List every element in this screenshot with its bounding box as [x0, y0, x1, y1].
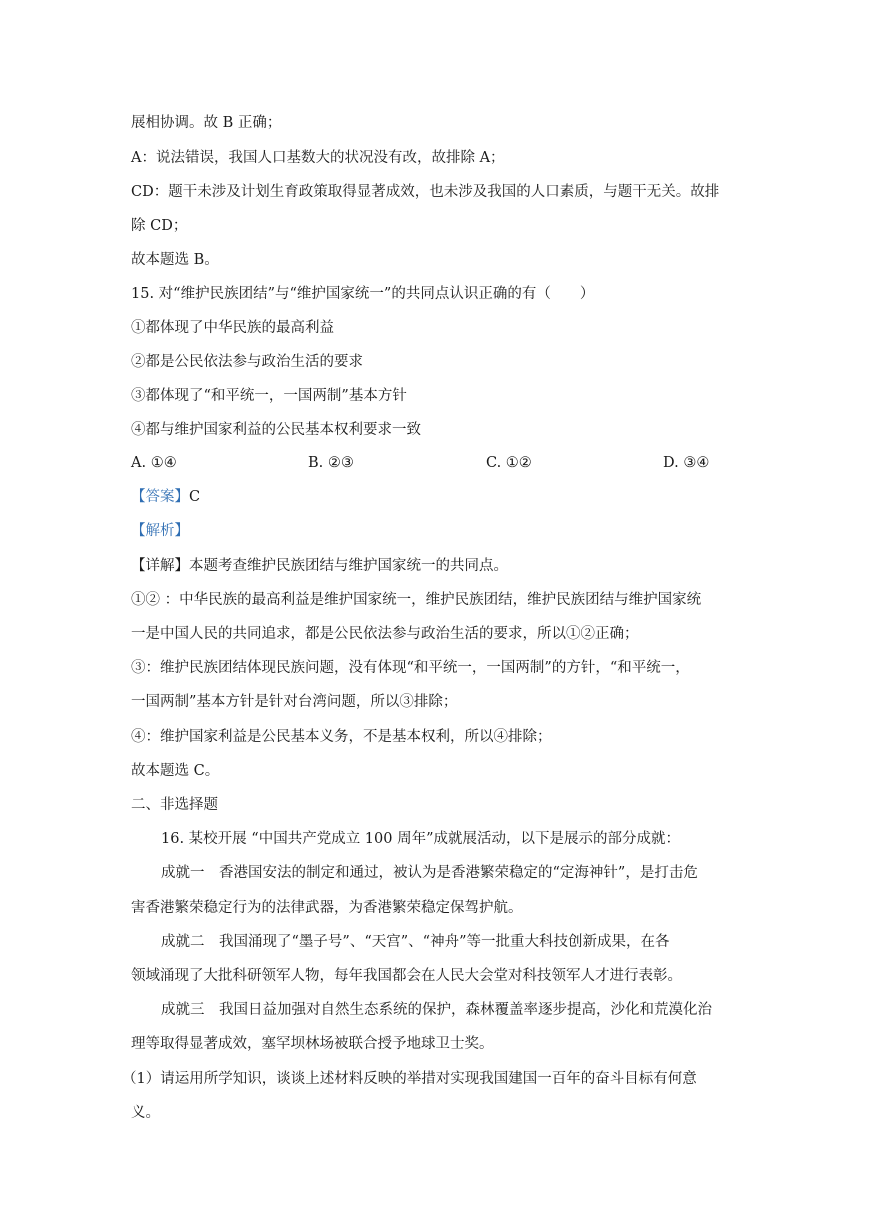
statement-3: ③都体现了“和平统一，一国两制”基本方针: [131, 388, 407, 404]
achievement-text: 领域涌现了大批科研领军人物，每年我国都会在人民大会堂对科技领军人才进行表彰。: [131, 968, 682, 984]
detail-text: 一是中国人民的共同追求，都是公民依法参与政治生活的要求，所以①②正确；: [131, 626, 639, 642]
sub-question-1: （1）请运用所学知识，谈谈上述材料反映的举措对实现我国建国一百年的奋斗目标有何意: [122, 1071, 697, 1087]
answer-value: C: [189, 489, 201, 505]
question-15-stem: 15. 对“维护民族团结”与“维护国家统一”的共同点认识正确的有（ ）: [131, 286, 595, 302]
answer-tag: 【答案】: [131, 489, 189, 505]
analysis-line: [131, 521, 189, 541]
text-line: 除 CD；: [131, 218, 188, 234]
text-line: A：说法错误，我国人口基数大的状况没有改，故排除 A；: [131, 150, 505, 166]
achievement-text: 理等取得显著成效，塞罕坝林场被联合授予地球卫士奖。: [131, 1036, 494, 1052]
option-a: A. ①④: [131, 455, 177, 471]
analysis-tag: 【解析】: [131, 523, 189, 539]
sub-question-1: 义。: [131, 1105, 160, 1121]
option-c: C. ①②: [486, 455, 532, 471]
statement-1: ①都体现了中华民族的最高利益: [131, 320, 334, 336]
detail-line: [131, 556, 508, 576]
text-line: 故本题选 B。: [131, 252, 219, 268]
option-b: B. ②③: [308, 455, 354, 471]
detail-text: ④：维护国家利益是公民基本义务，不是基本权利，所以④排除；: [131, 729, 552, 745]
detail-intro: 本题考查维护民族团结与维护国家统一的共同点。: [189, 558, 508, 574]
detail-text: ①② ：中华民族的最高利益是维护国家统一，维护民族团结，维护民族团结与维护国家统: [131, 592, 702, 608]
option-d: D. ③④: [663, 455, 710, 471]
detail-tag: 【详解】: [131, 558, 189, 574]
section-heading: 二、非选择题: [131, 797, 218, 813]
text-line: 展相协调。故 B 正确；: [131, 115, 282, 131]
statement-2: ②都是公民依法参与政治生活的要求: [131, 354, 363, 370]
statement-4: ④都与维护国家利益的公民基本权利要求一致: [131, 422, 421, 438]
achievement-text: 成就三 我国日益加强对自然生态系统的保护，森林覆盖率逐步提高，沙化和荒漠化治: [161, 1002, 712, 1018]
text-line: CD：题干未涉及计划生育政策取得显著成效，也未涉及我国的人口素质，与题干无关。故排: [131, 184, 720, 200]
detail-text: 一国两制”基本方针是针对台湾问题，所以③排除；: [131, 694, 458, 710]
achievement-text: 害香港繁荣稳定行为的法律武器，为香港繁荣稳定保驾护航。: [131, 900, 523, 916]
achievement-text: 成就一 香港国安法的制定和通过，被认为是香港繁荣稳定的“定海神针”，是打击危: [161, 865, 698, 881]
answer-line: [131, 487, 200, 507]
achievement-text: 成就二 我国涌现了“墨子号”、“天宫”、“神舟”等一批重大科技创新成果，在各: [161, 934, 670, 950]
question-16-stem: 16. 某校开展 “中国共产党成立 100 周年”成就展活动，以下是展示的部分成就：: [161, 831, 680, 847]
detail-text: 故本题选 C。: [131, 763, 220, 779]
detail-text: ③：维护民族团结体现民族问题，没有体现“和平统一，一国两制”的方针，“和平统一，: [131, 660, 690, 676]
